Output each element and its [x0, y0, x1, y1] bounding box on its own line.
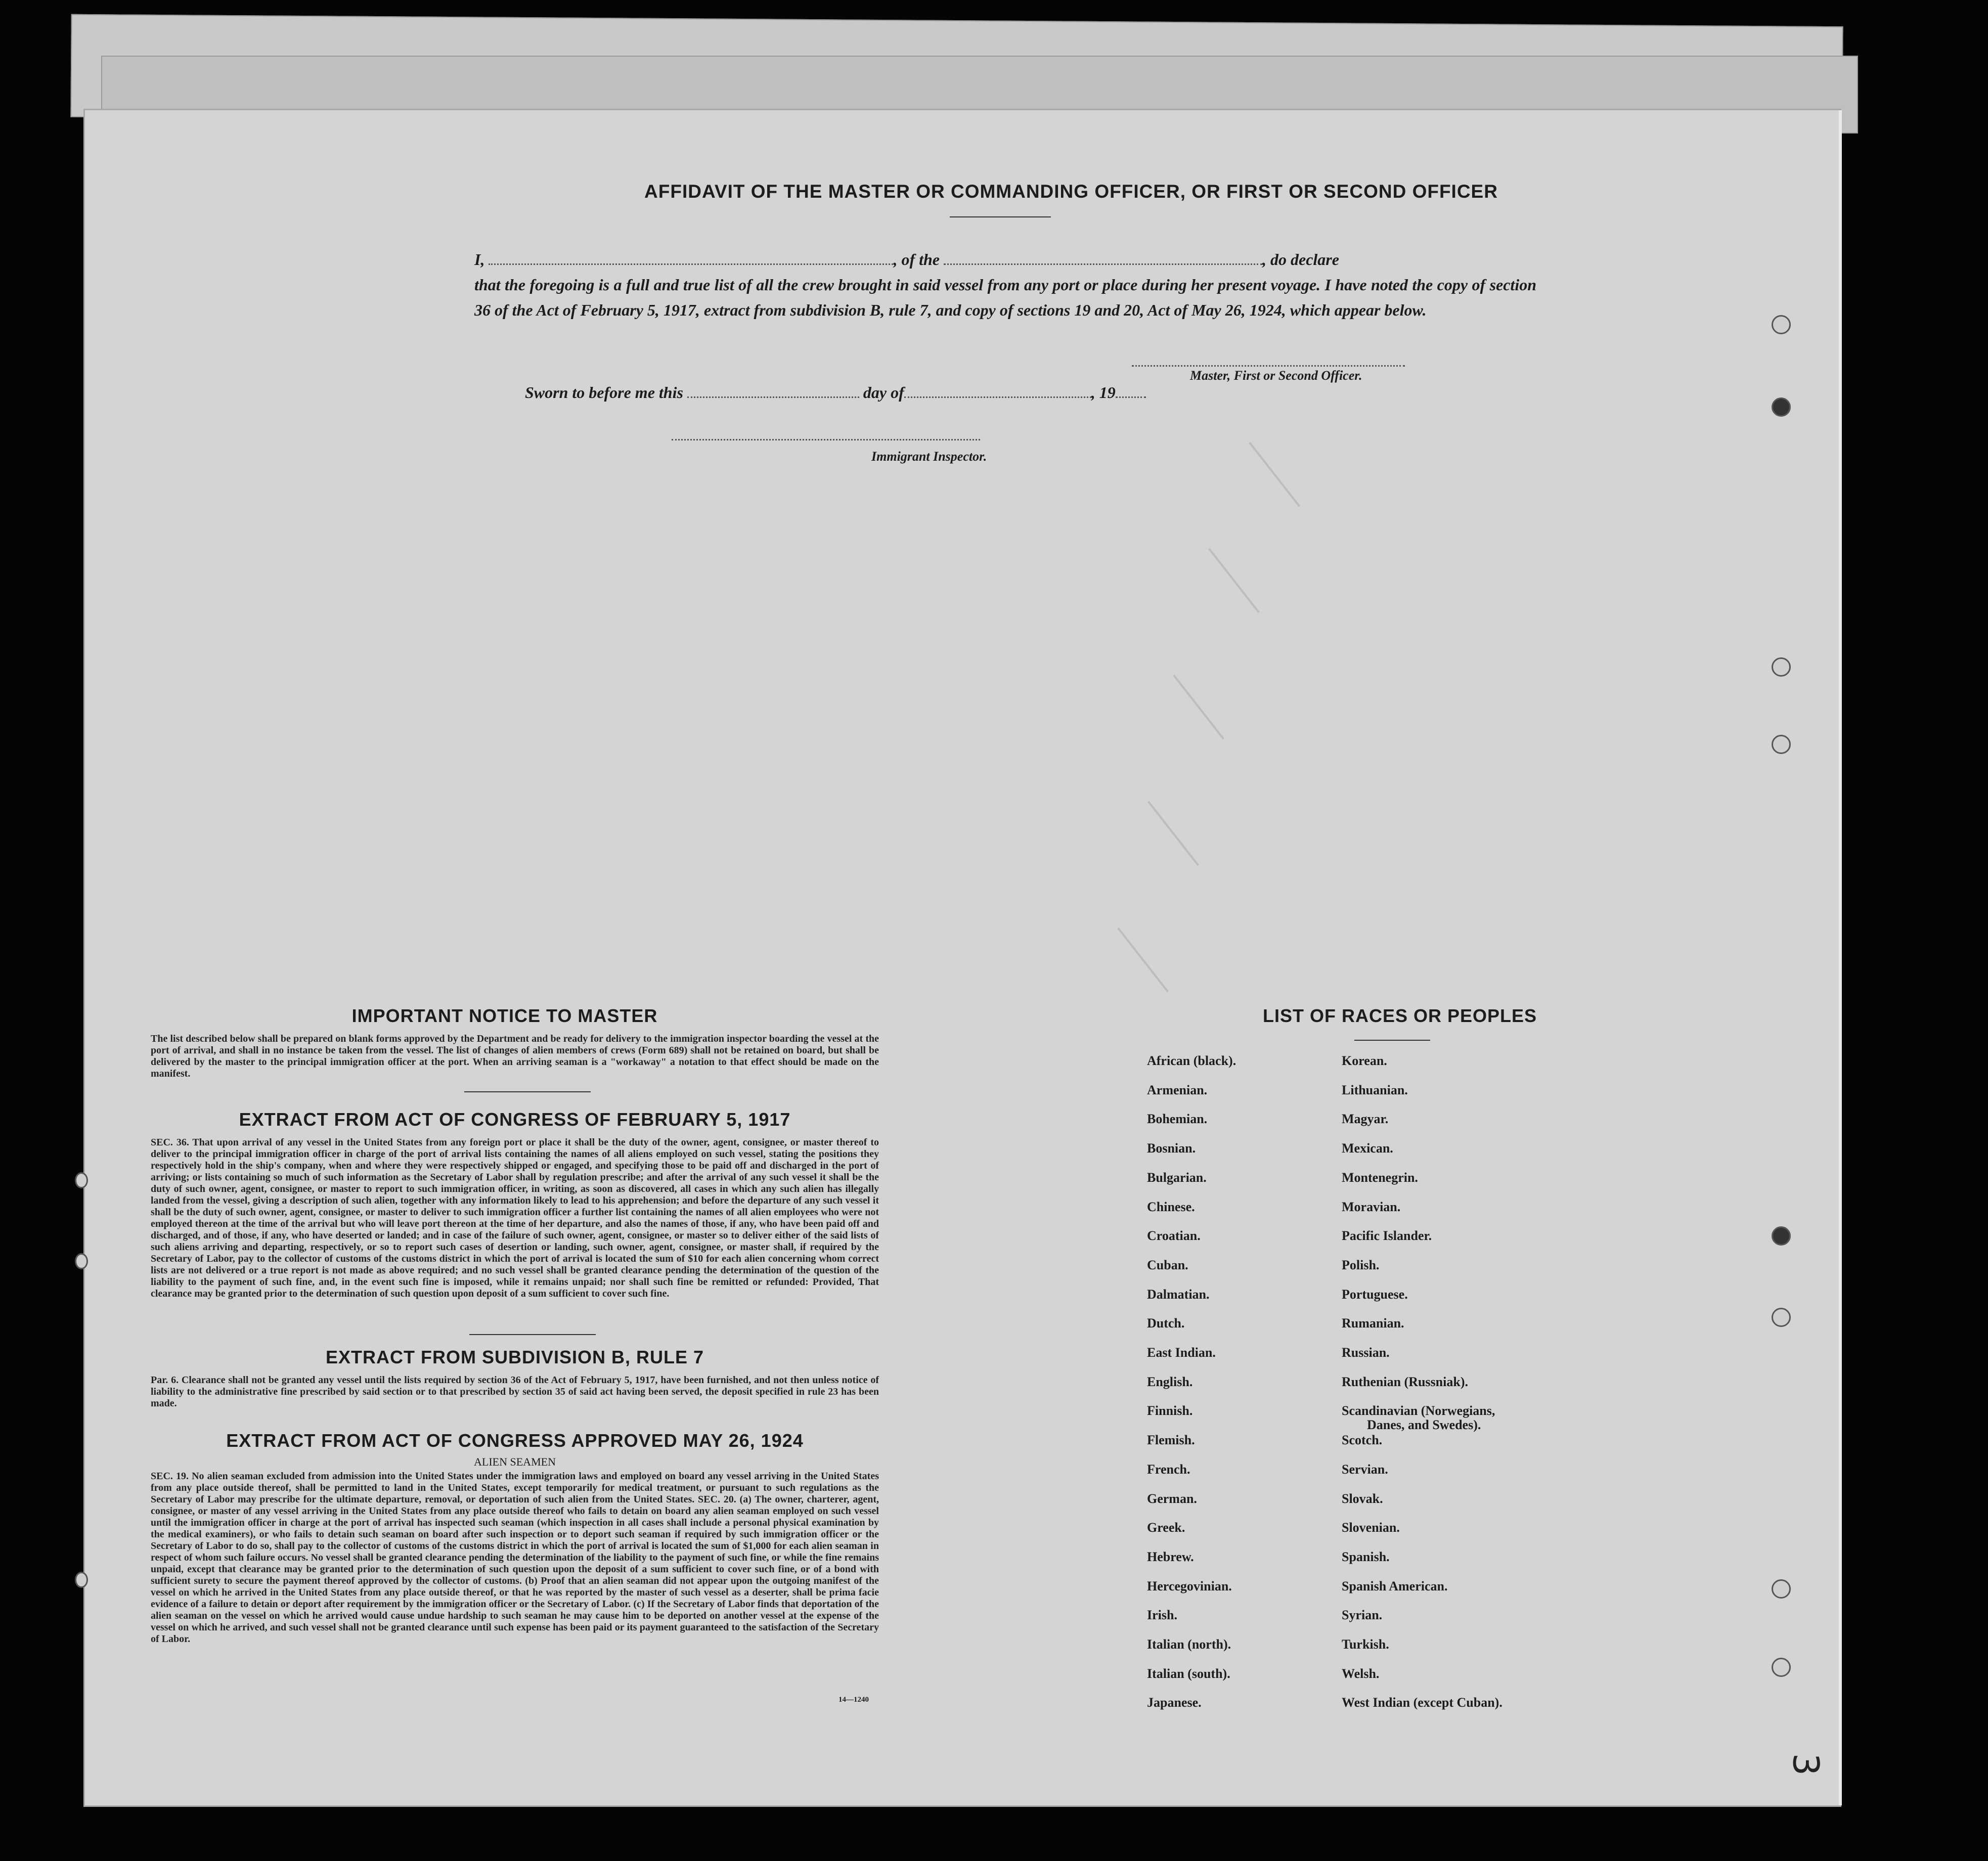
race-item: Welsh.: [1342, 1666, 1380, 1681]
race-item: Bohemian.: [1147, 1112, 1208, 1126]
race-item: French.: [1147, 1462, 1190, 1477]
race-item: Scotch.: [1342, 1433, 1383, 1447]
extract-1924-text: SEC. 19. No alien seaman excluded from admission into the United States under the immigration laws and employed on board any vessel arriving in the United States from any place outside thereof, shall be permitted to land in the United States, except temporarily for medical treatment, or pursuant to such regulations as the Secretary of Labor may prescribe for the ultimate departure, removal, or deportation of such alien from the United States. SEC. 20. (a) The owner, charterer, agent, consignee, or master of any vessel arriving in the United States from any place outside thereof who fails to detain on board any alien seaman employed on such vessel until the immigration officer in charge at the port of arrival has inspected such seaman (which inspection in all cases shall include a personal physical examination by the medical examiners), or who fails to detain such seaman on board after such inspection or to deport such seaman if required by such immigration officer or the Secretary of Labor to do so, shall pay to the collector of customs of the customs district in which the port of arrival is located the sum of $1,000 for each alien seaman in respect of whom such failure occurs. No vessel shall be granted clearance pending the determination of the liability to the payment of such fine, or while the fine remains unpaid, except that clearance may be granted prior to the determination of such question upon the deposit of a sum sufficient to cover such fine, or of a bond with sufficient surety to secure the payment thereof approved by the collector of customs. (b) Proof that an alien seaman did not appear upon the outgoing manifest of the vessel on which he arrived in the United States from any place outside thereof, or that he was reported by the master of such vessel as a deserter, shall be prima facie evidence of a failure to detain or deport after requirement by the immigration officer or the Secretary of Labor. (c) If the Secretary of Labor finds that deportation of the alien seaman on the vessel on which he arrived would cause undue hardship to such seaman he may cause him to be deported on another vessel at the expense of the vessel on which he arrived, and such vessel shall not be granted clearance until such expense has been paid or its payment guaranteed to the satisfaction of the Secretary of Labor.: [151, 1471, 879, 1645]
faint-mark: [1173, 675, 1224, 740]
faint-mark: [1249, 442, 1300, 507]
affidavit-title: AFFIDAVIT OF THE MASTER OR COMMANDING OFFICER, OR FIRST OR SECOND OFFICER: [644, 181, 1498, 202]
faint-mark: [1208, 548, 1260, 613]
race-item: African (black).: [1147, 1053, 1236, 1068]
race-item: Hercegovinian.: [1147, 1579, 1232, 1593]
race-item: Slovenian.: [1342, 1520, 1400, 1535]
race-item: Ruthenian (Russniak).: [1342, 1375, 1468, 1389]
race-item: Bosnian.: [1147, 1141, 1196, 1156]
race-item: Spanish.: [1342, 1549, 1390, 1564]
race-item: Turkish.: [1342, 1637, 1389, 1652]
race-item: Mexican.: [1342, 1141, 1393, 1156]
race-item: Lithuanian.: [1342, 1083, 1408, 1097]
race-item: Hebrew.: [1147, 1549, 1194, 1564]
race-item: Magyar.: [1342, 1112, 1389, 1126]
edge-clip: [75, 1172, 88, 1188]
punch-hole: [1772, 1308, 1791, 1327]
race-item: Italian (north).: [1147, 1637, 1231, 1652]
punch-hole: [1772, 315, 1791, 334]
punch-hole: [1772, 397, 1791, 417]
day-blank: [687, 385, 859, 398]
race-item: German.: [1147, 1491, 1197, 1506]
notice-text: The list described below shall be prepared on blank forms approved by the Department and be ready for delivery to the immigration inspector boarding the vessel at the port of arrival, and shall in no instance be taken from the vessel. The list of changes of alien members of crews (Form 689) shall not be retained on board, but shall be delivered by the master to the principal immigration officer at the port. When an arriving seaman is a "workaway" a notation to that effect should be made on the manifest.: [151, 1033, 879, 1079]
race-item: Bulgarian.: [1147, 1170, 1207, 1185]
inspector-caption: Immigrant Inspector.: [871, 449, 987, 464]
race-item: English.: [1147, 1375, 1193, 1389]
punch-hole: [1772, 1579, 1791, 1599]
extract-1917-title: EXTRACT FROM ACT OF CONGRESS OF FEBRUARY 5, 1917: [239, 1109, 791, 1130]
race-item: Scandinavian (Norwegians,: [1342, 1403, 1495, 1418]
rule7-text: Par. 6. Clearance shall not be granted any vessel until the lists required by section 36 of the Act of February 5, 1917, have been furnished, and not then unless notice of liability to the administrative fine prescribed by said section or to that prescribed by section 35 of said act having been served, the deposit specified in rule 23 has been made.: [151, 1375, 879, 1409]
race-item: East Indian.: [1147, 1345, 1216, 1360]
sworn-prefix: Sworn to before me this: [525, 383, 683, 402]
extract-1917-text: SEC. 36. That upon arrival of any vessel in the United States from any foreign port or place it shall be the duty of the owner, agent, consignee, or master thereof to deliver to the principal immigration officer in charge of the port of arrival lists containing the names of all aliens employed on such vessel, stating the positions they respectively hold in the ship's company, when and where they were respectively shipped or engaged, and specifying those to be paid off and discharged in the port of arriving; or lists containing so much of such information as the Secretary of Labor shall by regulation prescribe; and after the arrival of any such vessel it shall be the duty of such owner, agent, consignee, or master to report to such immigration officer, in writing, as soon as discovered, all cases in which any such alien has illegally landed from the vessel, giving a description of such alien, together with any information likely to lead to his apprehension; and before the departure of any such vessel it shall be the duty of such owner, agent, consignee, or master to deliver to such immigration officer a further list containing the names of all alien employees who were not employed thereon at the time of the arrival but who will leave port thereon at the time of her departure, and also the names of those, if any, who have been paid off and discharged, and of those, if any, who have deserted or landed; and in case of the failure of such owner, agent, consignee, or master so to deliver either of the said lists of such aliens arriving and departing, respectively, or so to report such cases of desertion or landing, such owner, agent, consignee, or master shall, if required by the Secretary of Labor, pay to the collector of customs of the customs district in which the port of arrival is located the sum of $10 for each alien concerning whom correct lists are not delivered or a true report is not made as above required; and no such vessel shall be granted clearance pending the determination of the question of the liability to the payment of such fine, and, in the event such fine is imposed, while it remains unpaid; nor shall such fine be remitted or refunded: Provided, That clearance may be granted prior to the determination of such question upon deposit of a sum sufficient to cover such fine.: [151, 1137, 879, 1299]
races-rule: [1354, 1040, 1430, 1041]
race-item: Slovak.: [1342, 1491, 1383, 1506]
race-item: Armenian.: [1147, 1083, 1208, 1097]
faint-mark: [1117, 927, 1169, 993]
punch-hole: [1772, 1226, 1791, 1246]
race-item: Greek.: [1147, 1520, 1185, 1535]
i-label: I,: [474, 250, 485, 269]
notice-title: IMPORTANT NOTICE TO MASTER: [351, 1005, 658, 1026]
extract-1924-title: EXTRACT FROM ACT OF CONGRESS APPROVED MAY 26, 1924: [226, 1430, 804, 1451]
race-item: Russian.: [1342, 1345, 1390, 1360]
race-item: Japanese.: [1147, 1695, 1202, 1710]
master-caption: Master, First or Second Officer.: [1190, 368, 1362, 383]
race-item: Cuban.: [1147, 1258, 1188, 1272]
race-item: Montenegrin.: [1342, 1170, 1418, 1185]
race-item: Pacific Islander.: [1342, 1228, 1432, 1243]
month-blank: [904, 385, 1091, 398]
race-item: Chinese.: [1147, 1200, 1195, 1214]
race-item: Spanish American.: [1342, 1579, 1448, 1593]
race-item-continuation: Danes, and Swedes).: [1367, 1417, 1481, 1432]
race-item: Croatian.: [1147, 1228, 1201, 1243]
faint-mark: [1147, 801, 1199, 866]
form-number: 14—1240: [838, 1696, 869, 1704]
inspector-signature-line: [672, 439, 980, 440]
master-signature-line: [1132, 365, 1405, 367]
race-item: Korean.: [1342, 1053, 1387, 1068]
of-the-label: , of the: [893, 250, 940, 269]
day-of-label: day of: [863, 383, 904, 402]
race-item: Polish.: [1342, 1258, 1380, 1272]
race-item: Finnish.: [1147, 1403, 1193, 1418]
race-item: Syrian.: [1342, 1608, 1383, 1622]
race-item: Servian.: [1342, 1462, 1388, 1477]
affidavit-text: that the foregoing is a full and true list of all the crew brought in said vessel from any port or place during her present voyage. I have noted the copy of section 36 of the Act of February 5, 1917, extract from subdivision B, rule 7, and copy of sections 19 and 20, Act of May 26, 1924, which appear below.: [474, 276, 1536, 319]
punch-hole: [1772, 1658, 1791, 1677]
notice-rule: [464, 1091, 591, 1092]
page-edge: [1839, 110, 1842, 1805]
year-blank: [1116, 385, 1146, 398]
race-item: Rumanian.: [1342, 1316, 1404, 1331]
do-declare-label: , do declare: [1262, 250, 1339, 269]
race-item: Irish.: [1147, 1608, 1177, 1622]
race-item: Moravian.: [1342, 1200, 1401, 1214]
name-blank: [489, 252, 893, 265]
handwritten-mark: 3: [1785, 1753, 1827, 1776]
affidavit-first-line: [474, 247, 1536, 272]
race-item: Flemish.: [1147, 1433, 1195, 1447]
extract-1917-rule: [469, 1334, 596, 1335]
race-item: Italian (south).: [1147, 1666, 1230, 1681]
punch-hole: [1772, 657, 1791, 677]
race-item: West Indian (except Cuban).: [1342, 1695, 1503, 1710]
race-item: Dalmatian.: [1147, 1287, 1210, 1302]
title-rule: [950, 216, 1051, 217]
rule7-title: EXTRACT FROM SUBDIVISION B, RULE 7: [325, 1347, 704, 1367]
alien-seamen-subtitle: ALIEN SEAMEN: [474, 1455, 556, 1468]
vessel-blank: [944, 252, 1262, 265]
affidavit-body: [474, 247, 1536, 323]
document-page: [85, 110, 1840, 1805]
edge-clip: [75, 1572, 88, 1588]
race-item: Portuguese.: [1342, 1287, 1408, 1302]
sworn-line: [525, 383, 1146, 402]
punch-hole: [1772, 735, 1791, 754]
races-title: LIST OF RACES OR PEOPLES: [1262, 1005, 1537, 1026]
races-list: [1147, 1053, 1653, 1710]
edge-clip: [75, 1253, 88, 1269]
year-label: , 19: [1091, 383, 1116, 402]
race-item: Dutch.: [1147, 1316, 1185, 1331]
